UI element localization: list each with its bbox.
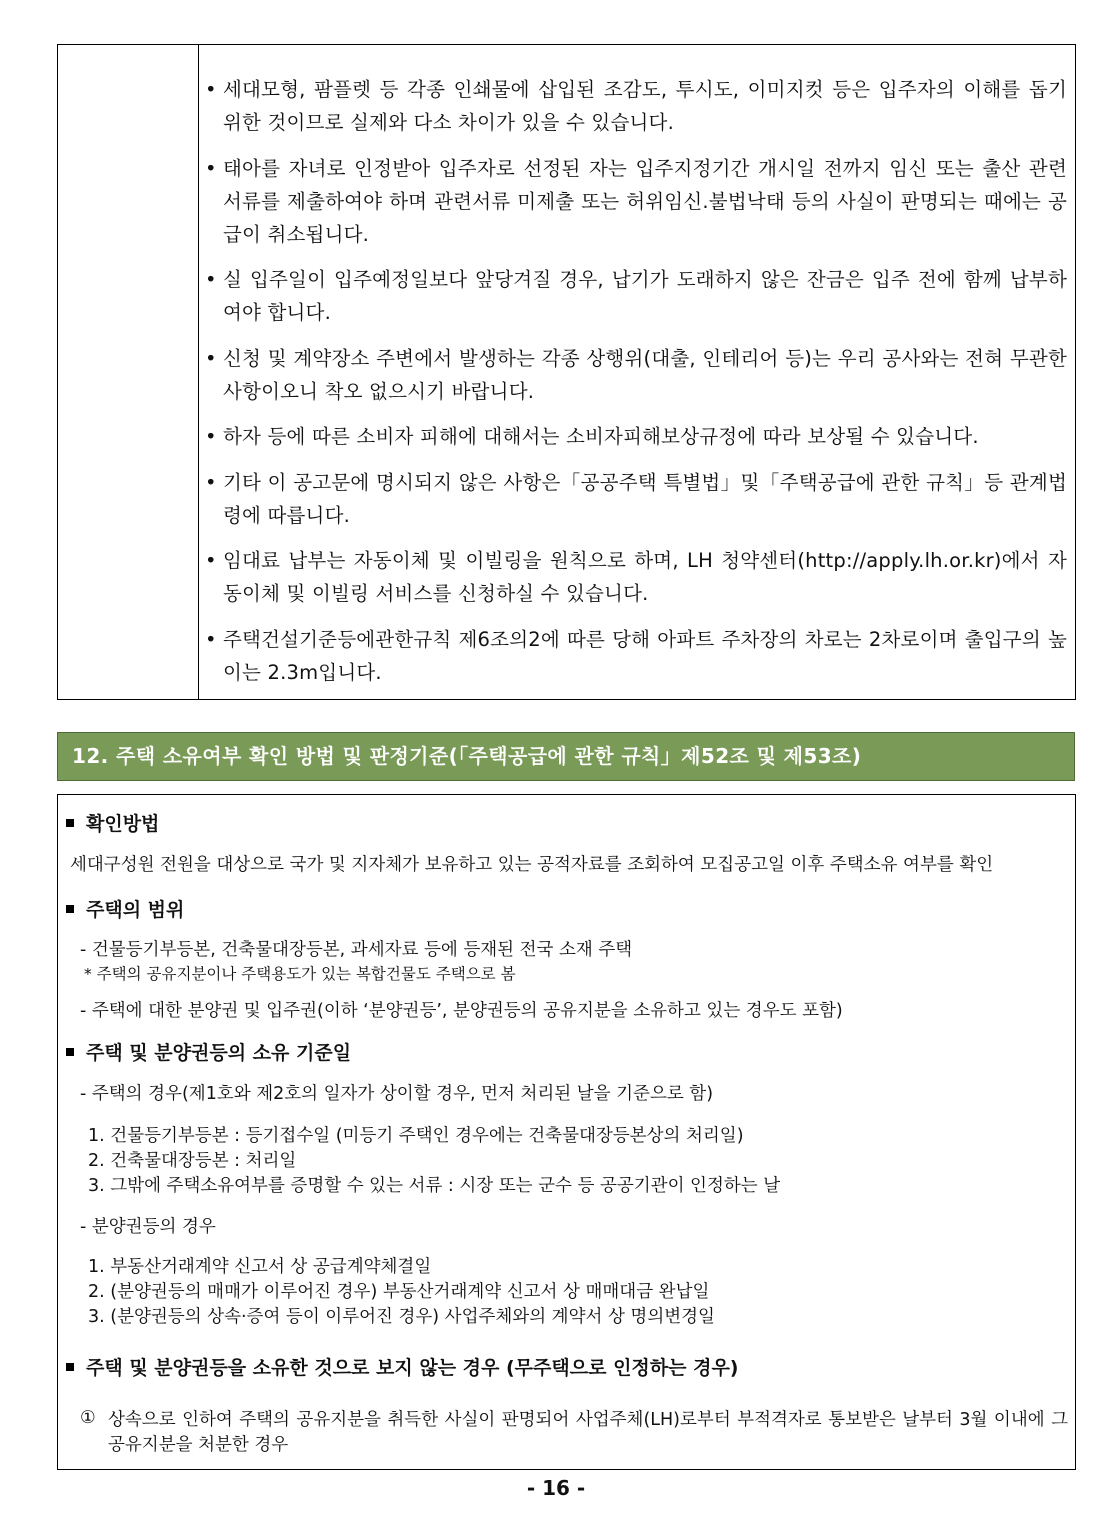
check-method-text: 세대구성원 전원을 대상으로 국가 및 지자체가 보유하고 있는 공적자료를 조회하여 모집공고일 이후 주택소유 여부를 확인 — [70, 855, 994, 875]
square-bullet-icon — [66, 905, 74, 913]
notice-item: • 주택건설기준등에관한규칙 제6조의2에 따른 당해 아파트 주차장의 차로는 2차로이며 출입구의 높이는 2.3m입니다. — [199, 623, 1067, 689]
housing-case-item: 1. 건물등기부등본 : 등기접수일 (미등기 주택인 경우에는 건축물대장등본상의 처리일) — [88, 1126, 744, 1146]
bullet-icon: • — [205, 425, 217, 448]
square-bullet-icon — [66, 1363, 74, 1371]
non-ownership-heading: 주택 및 분양권등을 소유한 것으로 보지 않는 경우 (무주택으로 인정하는 경우) — [66, 1353, 739, 1380]
housing-scope-heading: 주택의 범위 — [66, 895, 184, 922]
rights-case-item: 1. 부동산거래계약 신고서 상 공급계약체결일 — [88, 1257, 432, 1277]
notice-list — [199, 73, 1067, 701]
housing-scope-item: - 건물등기부등본, 건축물대장등본, 과세자료 등에 등재된 전국 소재 주택 — [80, 940, 633, 960]
non-ownership-item: 상속으로 인하여 주택의 공유지분을 취득한 사실이 판명되어 사업주체(LH)로부터 부적격자로 통보받은 날부터 3월 이내에 그 공유지분을 처분한 경우 — [108, 1410, 1068, 1455]
housing-case-item: 2. 건축물대장등본 : 처리일 — [88, 1151, 297, 1171]
notice-item: • 세대모형, 팜플렛 등 각종 인쇄물에 삽입된 조감도, 투시도, 이미지컷 등은 입주자의 이해를 돕기 위한 것이므로 실제와 다소 차이가 있을 수 있습니다. — [199, 73, 1067, 139]
bullet-icon: • — [205, 78, 217, 101]
rights-case-text: - 분양권등의 경우 — [80, 1217, 216, 1237]
circled-one-marker: ① — [80, 1408, 96, 1428]
rights-case-item: 2. (분양권등의 매매가 이루어진 경우) 부동산거래계약 신고서 상 매매대금 완납일 — [88, 1282, 710, 1302]
notice-item: • 실 입주일이 입주예정일보다 앞당겨질 경우, 납기가 도래하지 않은 잔금은 입주 전에 함께 납부하여야 합니다. — [199, 263, 1067, 329]
bullet-icon: • — [205, 156, 217, 180]
notice-table-label-cell — [58, 45, 199, 699]
notice-item: • 태아를 자녀로 인정받아 입주자로 선정된 자는 입주지정기간 개시일 전까지 임신 또는 출산 관련 서류를 제출하여야 하며 관련서류 미제출 또는 허위임신.불법낙태 등의 사실이 판명되는 때에는 공급이 취소됩니다. — [199, 152, 1067, 251]
bullet-icon: • — [205, 470, 217, 494]
bullet-icon: • — [205, 268, 217, 291]
housing-case-text: - 주택의 경우(제1호와 제2호의 일자가 상이할 경우, 먼저 처리된 날을 기준으로 함) — [80, 1084, 714, 1104]
notice-item: • 임대료 납부는 자동이체 및 이빌링을 원칙으로 하며, LH 청약센터(http://apply.lh.or.kr)에서 자동이체 및 이빌링 서비스를 신청하실 수 있습니다. — [199, 544, 1067, 610]
housing-case-item: 3. 그밖에 주택소유여부를 증명할 수 있는 서류 : 시장 또는 군수 등 공공기관이 인정하는 날 — [88, 1176, 781, 1196]
ownership-criteria-box — [57, 794, 1076, 1470]
notice-item: • 기타 이 공고문에 명시되지 않은 사항은「공공주택 특별법」및「주택공급에 관한 규칙」등 관계법령에 따릅니다. — [199, 466, 1067, 532]
section-title: 12. 주택 소유여부 확인 방법 및 판정기준(「주택공급에 관한 규칙」제52조 및 제53조) — [57, 732, 1075, 781]
housing-scope-note: * 주택의 공유지분이나 주택용도가 있는 복합건물도 주택으로 봄 — [84, 965, 516, 983]
page-number: - 16 - — [526, 1476, 586, 1500]
housing-scope-item: - 주택에 대한 분양권 및 입주권(이하 ‘분양권등’, 분양권등의 공유지분을 소유하고 있는 경우도 포함) — [80, 1001, 843, 1021]
rights-case-item: 3. (분양권등의 상속·증여 등이 이루어진 경우) 사업주체와의 계약서 상 명의변경일 — [88, 1307, 715, 1327]
notice-item: • 하자 등에 따른 소비자 피해에 대해서는 소비자피해보상규정에 따라 보상될 수 있습니다. — [199, 420, 1067, 453]
square-bullet-icon — [66, 819, 74, 827]
bullet-icon: • — [205, 627, 217, 651]
bullet-icon: • — [205, 549, 217, 572]
check-method-heading: 확인방법 — [66, 809, 159, 836]
notice-item: • 신청 및 계약장소 주변에서 발생하는 각종 상행위(대출, 인테리어 등)는 우리 공사와는 전혀 무관한 사항이오니 착오 없으시기 바랍니다. — [199, 342, 1067, 408]
notice-table — [57, 44, 1076, 700]
ownership-date-heading: 주택 및 분양권등의 소유 기준일 — [66, 1038, 351, 1065]
bullet-icon: • — [205, 346, 217, 370]
square-bullet-icon — [66, 1048, 74, 1056]
